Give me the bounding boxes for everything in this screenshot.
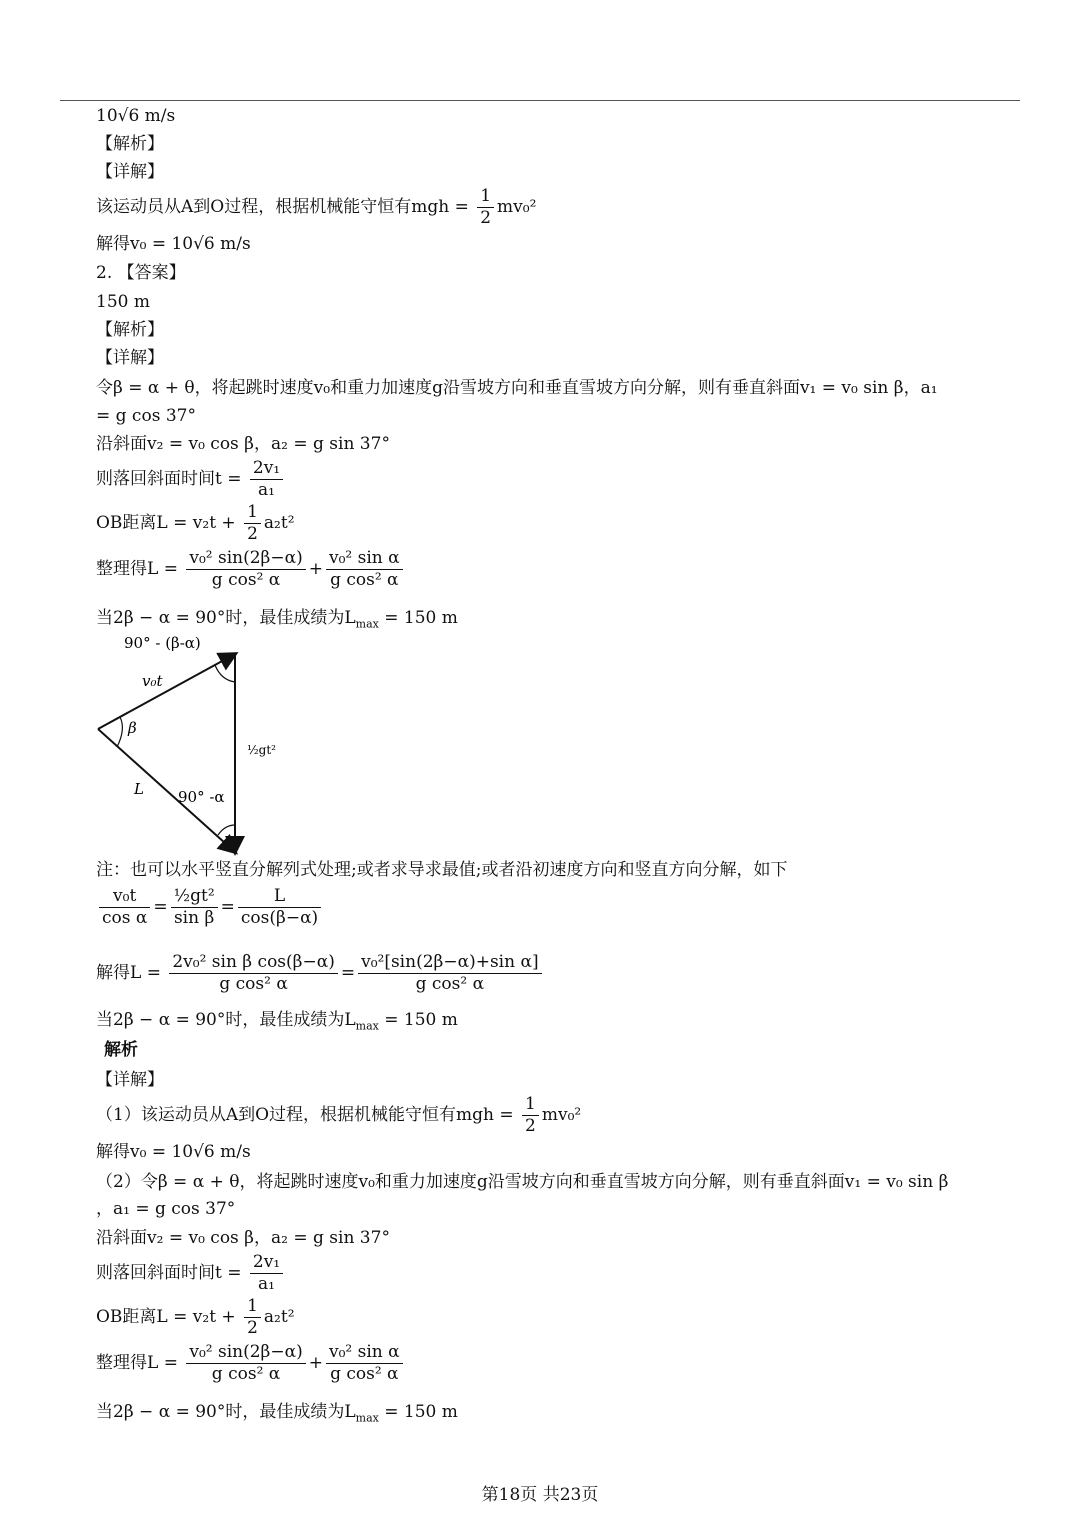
analysis-heading: 【解析】 (96, 134, 164, 154)
detail-heading-2: 【详解】 (96, 348, 164, 368)
along-slope-line: 沿斜面v₂ = v₀ cos β，a₂ = g sin 37° (96, 434, 390, 454)
time-equation: 则落回斜面时间t = $\frac{\text{2v₁}}{\text{a₁}}$ (96, 460, 286, 499)
max-condition-line: 当2β − α = 90°时，最佳成绩为$L_{max} = 150$ m (96, 608, 458, 631)
page-footer: 第18页 共23页 (481, 1485, 599, 1505)
bottom-angle-label: 90° -α (178, 788, 225, 806)
distance-equation: OB距离L = v₂t + $\frac{1}{2}$ a₂t² (96, 502, 295, 544)
detail-heading: 【详解】 (96, 162, 164, 182)
answer-150m: 150 m (96, 292, 150, 312)
answer-line: 10√6 m/s (96, 106, 176, 126)
result-line-2: 解得v₀ = 10√6 m/s (96, 1142, 251, 1162)
solution-equation: 解得L = $\frac{\text{2v₀² sin β cos(β−α)}}{\text{g cos² α}}$ = $\frac{\text{v₀²[sin(2β−α)+sin α]}}{\text{g cos² α}}$ (96, 954, 545, 993)
energy-equation-2: （1）该运动员从A到O过程，根据机械能守恒有mgh = $\frac{1}{2}$ mv₀² (96, 1094, 582, 1136)
a1-line-2: ，a₁ = g cos 37° (96, 1199, 236, 1219)
analysis-bold-heading: 解析 (104, 1040, 138, 1060)
simplified-equation-2: 整理得L = $\frac{\text{v₀² sin(2β−α)}}{\text{g cos² α}}$ + $\frac{\text{v₀² sin α}}{\text{g cos² α}}$ (96, 1344, 406, 1383)
simplified-equation: 整理得L = $\frac{\text{v₀² sin(2β−α)}}{\text{g cos² α}}$ + $\frac{\text{v₀² sin α}}{\text{g cos² α}}$ (96, 550, 406, 589)
ratio-equation: $\frac{\text{v₀t}}{\text{cos α}}$ = $\frac{\text{½gt²}}{\text{sin β}}$ = $\frac{L}{\cos(\beta-\alpha)}$ (96, 888, 324, 927)
max-condition-line-3: 当2β − α = 90°时，最佳成绩为$L_{max} = 150$ m (96, 1402, 458, 1425)
distance-equation-2: OB距离L = v₂t + $\frac{1}{2}$ a₂t² (96, 1296, 295, 1338)
along-slope-line-2: 沿斜面v₂ = v₀ cos β，a₂ = g sin 37° (96, 1228, 390, 1248)
v0t-vector (98, 654, 235, 729)
detail-heading-3: 【详解】 (96, 1070, 164, 1090)
a1-line: = g cos 37° (96, 406, 196, 426)
gt-label: ½gt² (247, 743, 276, 757)
triangle-diagram (90, 632, 310, 862)
decomposition-line-2: （2）令β = α + θ，将起跳时速度v₀和重力加速度g沿雪坡方向和垂直雪坡方向分解，则有垂直斜面v₁ = v₀ sin β (96, 1172, 949, 1192)
result-line: 解得v₀ = 10√6 m/s (96, 234, 251, 254)
max-condition-line-2: 当2β − α = 90°时，最佳成绩为$L_{max} = 150$ m (96, 1010, 458, 1033)
note-line: 注：也可以水平竖直分解列式处理;或者求导求最值;或者沿初速度方向和竖直方向分解，如下 (96, 860, 788, 880)
v0t-label: v₀t (142, 672, 163, 690)
decomposition-line: 令β = α + θ，将起跳时速度v₀和重力加速度g沿雪坡方向和垂直雪坡方向分解，则有垂直斜面v₁ = v₀ sin β，a₁ (96, 378, 938, 398)
L-label: L (134, 780, 144, 798)
header-rule (60, 100, 1020, 101)
analysis-heading-2: 【解析】 (96, 320, 164, 340)
energy-equation: 该运动员从A到O过程，根据机械能守恒有mgh = $\frac{1}{2}$ mv₀² (96, 186, 537, 228)
question2-answer-heading: 2. 【答案】 (96, 263, 186, 283)
beta-label: β (128, 719, 137, 737)
top-angle-label: 90° - (β-α) (124, 634, 201, 652)
time-equation-2: 则落回斜面时间t = $\frac{\text{2v₁}}{\text{a₁}}$ (96, 1254, 286, 1293)
